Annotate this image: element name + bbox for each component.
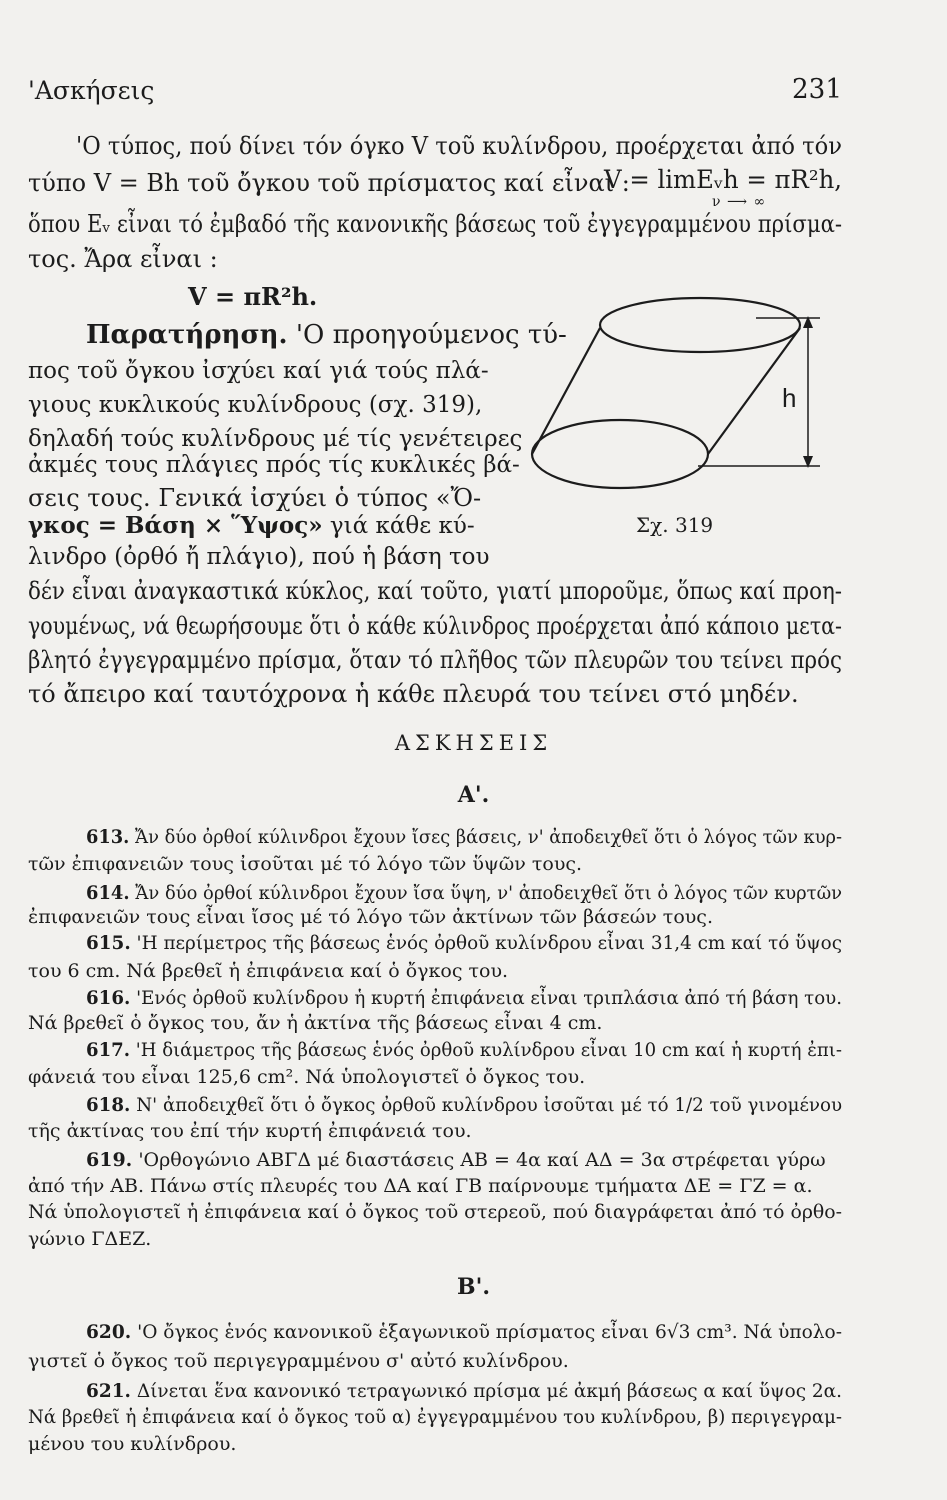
height-label: h	[782, 383, 797, 413]
exercise-619: 619. 'Ορθογώνιο ΑΒΓΔ μέ διαστάσεις ΑΒ = 4α καί ΑΔ = 3α στρέφεται γύρω	[86, 1149, 826, 1171]
exercise-615-cont: του 6 cm. Νά βρεθεῖ ἡ ἐπιφάνεια καί ὁ ὄγκος του.	[28, 960, 509, 982]
intro-line-2: τύπο V = Bh τοῦ ὄγκου τοῦ πρίσματος καί εἶναι :	[28, 169, 630, 197]
exercise-621-line-2: Νά βρεθεῖ ἡ ἐπιφάνεια καί ὁ ὄγκος τοῦ α) ἐγγεγραμμένου του κυλίνδρου, β) περιγεγραμ-	[28, 1406, 842, 1428]
figure-caption: Σχ. 319	[636, 513, 714, 537]
exercise-613: 613. Ἄν δύο ὀρθοί κύλινδροι ἔχουν ἴσες βάσεις, ν' ἀποδειχθεῖ ὅτι ὁ λόγος τῶν κυρ-	[86, 826, 843, 848]
exercise-621-line-3: μένου του κυλίνδρου.	[28, 1433, 237, 1455]
intro-line-1: 'Ο τύπος, πού δίνει τόν όγκο V τοῦ κυλίνδρου, προέρχεται ἀπό τόν	[76, 132, 842, 160]
exercise-614-cont: ἐπιφανειῶν τους εἶναι ἴσος μέ τό λόγο τῶν ἀκτίνων τῶν βάσεών τους.	[28, 906, 713, 928]
left-generator-line	[532, 328, 600, 454]
exercise-616: 616. 'Ενός ὀρθοῦ κυλίνδρου ἡ κυρτή ἐπιφάνεια εἶναι τριπλάσια ἀπό τή βάση του.	[86, 987, 843, 1009]
exercise-617-cont: φάνειά του εἶναι 125,6 cm². Νά ὑπολογιστεῖ ὁ ὄγκος του.	[28, 1066, 586, 1088]
volume-formula: V = πR²h.	[188, 282, 318, 311]
exercise-617: 617. 'Η διάμετρος τῆς βάσεως ἑνός ὀρθοῦ κυλίνδρου εἶναι 10 cm καί ἡ κυρτή ἐπι-	[86, 1039, 842, 1061]
limit-subscript: ν ⟶ ∞	[712, 194, 767, 210]
exercise-619-line-2: ἀπό τήν ΑΒ. Πάνω στίς πλευρές του ΔΑ καί ΓΒ παίρνουμε τμήματα ΔΕ = ΓΖ = α.	[28, 1175, 813, 1197]
running-header: 'Ασκήσεις	[28, 76, 155, 105]
exercise-616-cont: Νά βρεθεῖ ὁ ὄγκος του, ἄν ἡ ἀκτίνα τῆς βάσεως εἶναι 4 cm.	[28, 1012, 603, 1034]
intro-line-4: τος. Ἄρα εἶναι :	[28, 245, 218, 273]
remark-line-2: πος τοῦ ὄγκου ἰσχύει καί γιά τούς πλά-	[28, 358, 489, 384]
volume-rule: γκος = Βάση × Ὕψος»	[28, 512, 323, 539]
remark-line-3: γιους κυκλικούς κυλίνδρους (σχ. 319),	[28, 392, 483, 418]
body-line-3: βλητό ἐγγεγραμμένο πρίσμα, ὅταν τό πλῆθος τῶν πλευρῶν του τείνει πρός	[28, 646, 842, 674]
exercise-621: 621. Δίνεται ἕνα κανονικό τετραγωνικό πρίσμα μέ ἀκμή βάσεως α καί ὕψος 2α.	[86, 1380, 843, 1402]
exercise-615: 615. 'Η περίμετρος τῆς βάσεως ἑνός ὀρθοῦ κυλίνδρου εἶναι 31,4 cm καί τό ὕψος	[86, 932, 843, 954]
exercise-618: 618. Ν' ἀποδειχθεῖ ὅτι ὁ ὄγκος ὀρθοῦ κυλίνδρου ἰσοῦται μέ τό 1/2 τοῦ γινομένου	[86, 1094, 843, 1116]
oblique-cylinder-figure	[520, 282, 840, 512]
remark-text: 'Ο προηγούμενος τύ-	[295, 320, 567, 350]
exercise-618-cont: τῆς ἀκτίνας του ἐπί τήν κυρτή ἐπιφάνειά του.	[28, 1120, 472, 1142]
body-line-2: γουμένως, νά θεωρήσουμε ὅτι ὁ κάθε κύλινδρος προέρχεται ἀπό κάποιο μετα-	[28, 612, 842, 640]
remark-line-5: ἀκμές τους πλάγιες πρός τίς κυκλικές βά-	[28, 452, 520, 478]
exercise-620-cont: γιστεῖ ὁ ὄγκος τοῦ περιγεγραμμένου σ' αὐτό κυλίνδρου.	[28, 1350, 569, 1372]
exercise-619-line-3: Νά ὑπολογιστεῖ ἡ ἐπιφάνεια καί ὁ ὄγκος τοῦ στερεοῦ, πού διαγράφεται ἀπό τό ὀρθο-	[28, 1201, 843, 1223]
part-b-heading: Β'.	[457, 1274, 490, 1300]
remark-heading: Παρατήρηση.	[86, 320, 288, 350]
remark-line-8: λινδρο (ὀρθό ἤ πλάγιο), πού ἡ βάση του	[28, 544, 490, 570]
remark-first-line	[86, 320, 567, 350]
exercises-heading: ΑΣΚΗΣΕΙΣ	[394, 731, 553, 755]
body-line-1: δέν εἶναι ἀναγκαστικά κύκλος, καί τοῦτο, γιατί μποροῦμε, ὅπως καί προη-	[28, 577, 843, 605]
exercise-614: 614. Ἄν δύο ὀρθοί κύλινδροι ἔχουν ἴσα ὕψη, ν' ἀποδειχθεῖ ὅτι ὁ λόγος τῶν κυρτῶν	[86, 882, 843, 904]
remark-line-7: γκος = Βάση × Ὕψος» γιά κάθε κύ-	[28, 512, 475, 539]
limit-formula: V = limEᵥh = πR²h,	[604, 165, 842, 194]
exercise-619-line-4: γώνιο ΓΔΕΖ.	[28, 1228, 152, 1250]
body-line-4: τό ἄπειρο καί ταυτόχρονα ἡ κάθε πλευρά του τείνει στό μηδέν.	[28, 680, 799, 708]
remark-line-4: δηλαδή τούς κυλίνδρους μέ τίς γενέτειρες	[28, 426, 523, 452]
part-a-heading: Α'.	[457, 782, 490, 808]
intro-line-3: ὅπου Eᵥ εἶναι τό ἐμβαδό τῆς κανονικῆς βάσεως τοῦ ἐγγεγραμμένου πρίσμα-	[28, 210, 843, 238]
page-number: 231	[792, 74, 843, 105]
bottom-base-ellipse	[532, 420, 708, 488]
top-base-ellipse	[600, 298, 800, 352]
remark-line-6: σεις τους. Γενικά ἰσχύει ὁ τύπος «Ὄ-	[28, 484, 482, 512]
exercise-613-cont: τῶν ἐπιφανειῶν τους ἰσοῦται μέ τό λόγο τῶν ὕψῶν τους.	[28, 853, 583, 875]
exercise-620: 620. 'Ο ὄγκος ἑνός κανονικοῦ ἑξαγωνικοῦ πρίσματος εἶναι 6√3 cm³. Νά ὑπολο-	[86, 1321, 842, 1343]
